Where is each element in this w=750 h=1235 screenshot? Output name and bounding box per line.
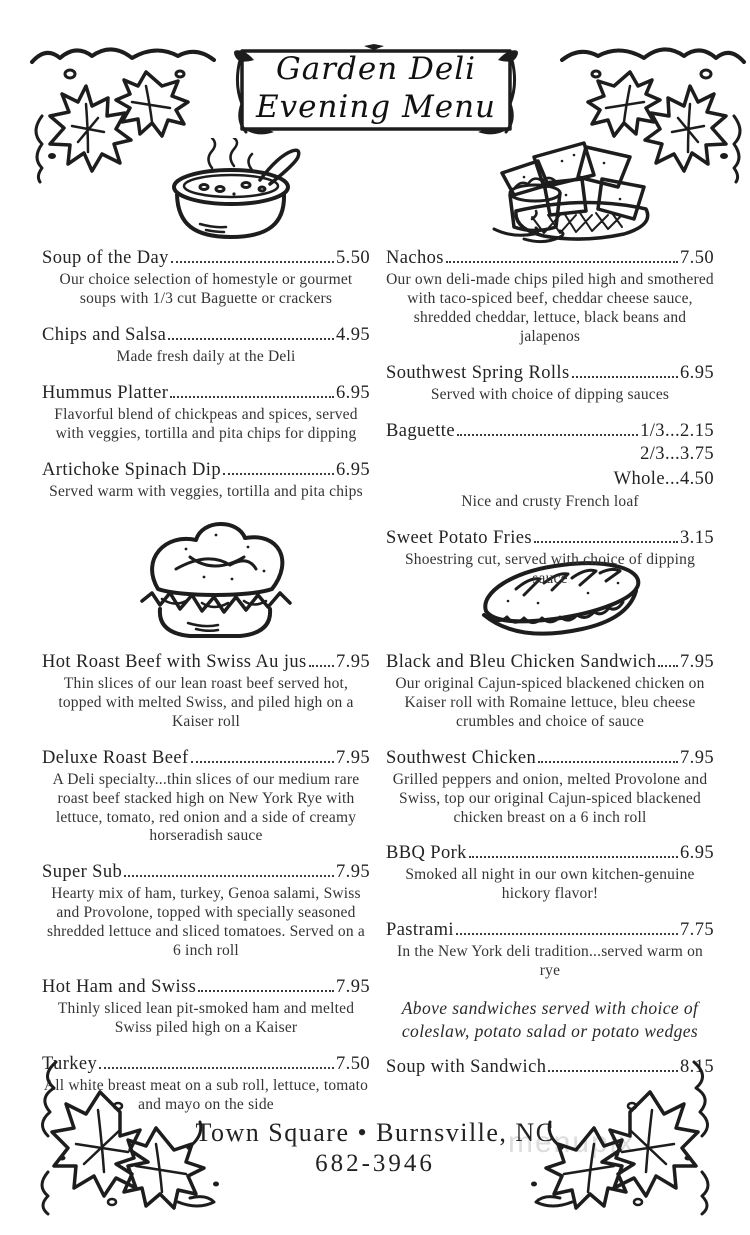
item-name: Nachos (386, 248, 444, 268)
soup-bowl-icon (148, 138, 320, 245)
item-name: Chips and Salsa (42, 324, 167, 345)
item-price: 7.95 (336, 862, 370, 883)
item-description: Nice and crusty French loaf (461, 493, 639, 511)
item-price: 7.75 (680, 920, 714, 941)
item-name: Deluxe Roast Beef (42, 747, 189, 768)
item-price: 6.95 (680, 843, 714, 864)
menu-item (42, 325, 370, 367)
menu-item-baguette (386, 421, 714, 513)
dot-leader (171, 261, 334, 263)
item-description: Flavorful blend of chickpeas and spices, served with veggies, tortilla and pita chips for dipping (54, 405, 358, 442)
dot-leader (658, 665, 678, 667)
item-name: Hot Roast Beef with Swiss Au jus (42, 652, 307, 672)
dot-leader (534, 541, 678, 543)
item-price: 7.95 (680, 747, 714, 768)
item-name: Soup of the Day (42, 248, 169, 268)
item-price: 6.95 (336, 382, 370, 403)
restaurant-phone: 682-3946 (315, 1150, 435, 1177)
item-name: Black and Bleu Chicken Sandwich (386, 652, 657, 672)
menu-item (386, 748, 714, 828)
item-description: Made fresh daily at the Deli (116, 347, 296, 365)
item-name: Sweet Potato Fries (386, 528, 532, 549)
menu-item (42, 748, 370, 847)
item-name: Baguette (386, 420, 455, 441)
title-banner (234, 44, 518, 138)
item-description: Thinly sliced lean pit-smoked ham and melted Swiss piled high on a Kaiser (57, 999, 355, 1036)
item-price: 7.95 (336, 976, 370, 997)
item-name: BBQ Pork (386, 843, 467, 864)
item-description: Thin slices of our lean roast beef served hot, topped with melted Swiss, and piled high on a Kaiser roll (58, 675, 354, 730)
page-title (234, 51, 518, 127)
dot-leader (170, 396, 334, 398)
watermark-text: menupix (508, 1126, 636, 1159)
item-price: 3.15 (680, 528, 714, 549)
item-price-option: 2/3...3.75 (640, 443, 714, 464)
autumn-leaves-corner-bottom-right-icon (522, 1052, 722, 1224)
title-line-1: Garden Deli (275, 51, 477, 87)
item-name: Pastrami (386, 920, 454, 941)
appetizers-left-column (42, 248, 370, 517)
sandwich-sides-note: Above sandwiches served with choice of coleslaw, potato salad or potato wedges (401, 998, 699, 1041)
dot-leader (191, 761, 334, 763)
item-price: 6.95 (336, 459, 370, 480)
menu-item (386, 843, 714, 904)
dot-leader (124, 875, 334, 877)
appetizers-right-column (386, 248, 714, 605)
kaiser-roll-sandwich-icon (132, 513, 300, 645)
menu-item (42, 977, 370, 1038)
item-description: Hearty mix of ham, turkey, Genoa salami, Swiss and Provolone, topped with specially seasoned shredded lettuce and sliced tomatoes. Served on a 6 inch roll (47, 885, 365, 960)
sandwiches-right-column (386, 652, 714, 1094)
item-description: All white breast meat on a sub roll, lettuce, tomato and mayo on the side (43, 1076, 369, 1113)
autumn-leaves-corner-bottom-left-icon (28, 1052, 228, 1224)
item-name: Turkey (42, 1053, 98, 1074)
item-description: In the New York deli tradition...served warm on rye (397, 943, 703, 980)
item-price-option: Whole...4.50 (613, 468, 714, 489)
item-price: 1/3...2.15 (640, 420, 714, 441)
item-name: Southwest Spring Rolls (386, 362, 570, 383)
item-name: Southwest Chicken (386, 747, 537, 768)
dot-leader (456, 933, 678, 935)
item-price: 5.50 (336, 248, 370, 268)
item-name: Artichoke Spinach Dip (42, 459, 221, 480)
menu-item (42, 862, 370, 961)
dot-leader (198, 990, 334, 992)
dot-leader (469, 856, 678, 858)
dot-leader (309, 665, 334, 667)
item-name: Hummus Platter (42, 382, 169, 403)
restaurant-address: Town Square • Burnsville, NC (195, 1118, 555, 1147)
item-description: Our choice selection of homestyle or gourmet soups with 1/3 cut Baguette or crackers (59, 271, 353, 307)
menu-item (42, 652, 370, 732)
item-name: Super Sub (42, 862, 123, 883)
item-description: Grilled peppers and onion, melted Provolone and Swiss, top our original Cajun-spiced blackened chicken breast on a 6 inch roll (392, 770, 708, 826)
item-name: Soup with Sandwich (386, 1056, 547, 1077)
dot-leader (572, 376, 678, 378)
item-price: 7.50 (680, 248, 714, 268)
item-description: A Deli specialty...thin slices of our medium rare roast beef stacked high on New York Rye with lettuce, tomato, red onion and a side of creamy horseradish sauce (52, 770, 360, 845)
item-price: 7.95 (336, 747, 370, 768)
item-price: 6.95 (680, 362, 714, 383)
item-price: 7.95 (336, 652, 370, 672)
item-name: Hot Ham and Swiss (42, 976, 197, 997)
menu-item (42, 383, 370, 444)
dot-leader (538, 761, 678, 763)
dot-leader (223, 473, 334, 475)
dot-leader (446, 261, 678, 263)
item-description: Smoked all night in our own kitchen-genuine hickory flavor! (405, 866, 695, 903)
item-price: 8.15 (680, 1056, 714, 1077)
menu-item (386, 363, 714, 405)
item-price: 7.95 (680, 652, 714, 672)
menu-item (386, 652, 714, 732)
item-description: Our original Cajun-spiced blackened chicken on Kaiser roll with Romaine lettuce, bleu cheese crumbles and choice of sauce (395, 675, 705, 730)
item-price: 7.50 (336, 1053, 370, 1074)
item-price: 4.95 (336, 324, 370, 345)
nachos-basket-icon (472, 133, 660, 247)
menu-item (42, 460, 370, 502)
menu-item (386, 528, 714, 589)
menu-item (386, 248, 714, 347)
menu-item (42, 248, 370, 309)
dot-leader (168, 338, 334, 340)
item-description: Served warm with veggies, tortilla and pita chips (49, 482, 363, 500)
dot-leader (457, 434, 638, 436)
menu-item (386, 920, 714, 981)
item-description: Our own deli-made chips piled high and smothered with taco-spiced beef, cheddar cheese sauce, shredded cheddar, lettuce, black beans and jalapenos (386, 271, 714, 345)
item-description: Served with choice of dipping sauces (430, 385, 670, 403)
item-description: Shoestring cut, served with choice of dipping sauce (404, 551, 696, 588)
title-line-2: Evening Menu (255, 88, 497, 125)
